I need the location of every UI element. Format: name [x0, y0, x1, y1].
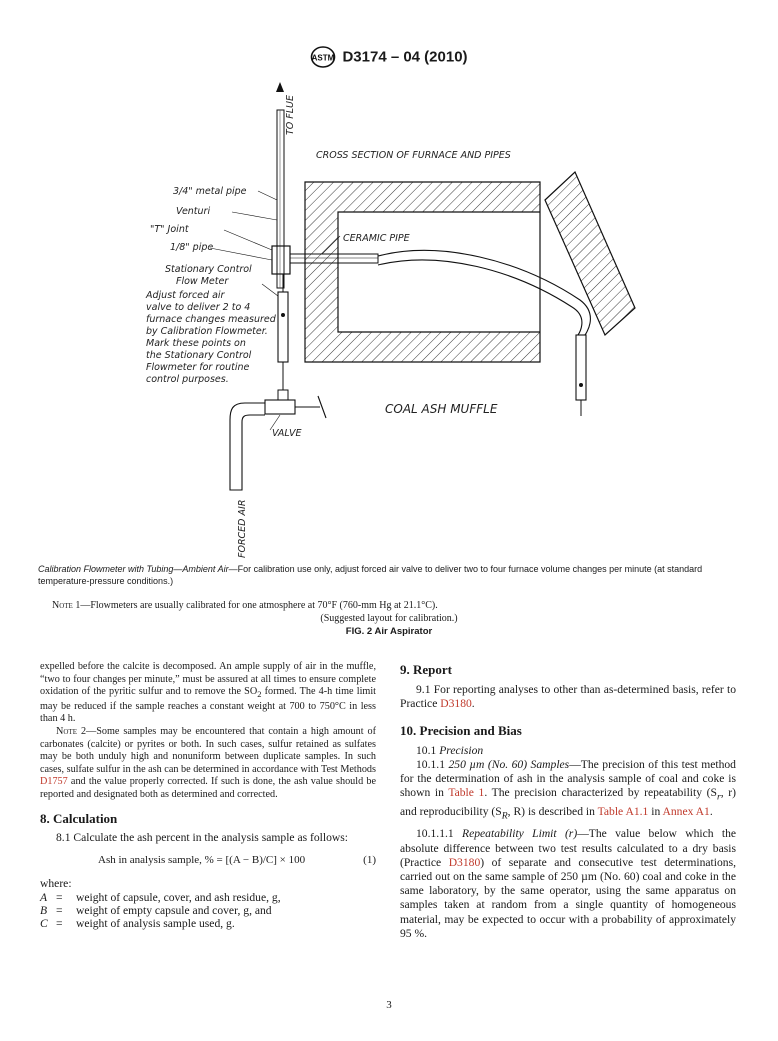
figure-note-1: [52, 600, 438, 611]
annex-a1-link[interactable]: Annex A1: [662, 804, 710, 818]
metal-pipe-label: 3/4" metal pipe: [173, 186, 247, 197]
eighth-pipe-label: 1/8" pipe: [170, 242, 214, 253]
adjust-note-line: the Stationary Control: [146, 350, 252, 361]
left-column: [40, 661, 376, 930]
suggested-layout: (Suggested layout for calibration.): [320, 613, 458, 624]
d1757-link[interactable]: D1757: [40, 776, 68, 788]
furnace-title-label: CROSS SECTION OF FURNACE AND PIPES: [316, 150, 511, 161]
equation-1: Ash in analysis sample, % = [(A − B)/C] × 100 (1): [98, 853, 376, 866]
adjust-note-line: Adjust forced air: [146, 290, 225, 301]
definition-row: B = weight of empty capsule and cover, g, and: [40, 904, 272, 918]
section-9-heading: 9. Report: [400, 662, 452, 677]
section-10-heading: 10. Precision and Bias: [400, 722, 522, 738]
valve-label: VALVE: [272, 428, 302, 439]
to-flue-label: TO FLUE: [285, 94, 296, 135]
forced-air-label: FORCED AIR: [237, 499, 248, 558]
furnace-wall: [305, 182, 540, 362]
right-column: [400, 663, 736, 941]
calibration-flowmeter: [576, 335, 586, 400]
adjust-note-line: valve to deliver 2 to 4: [146, 302, 251, 313]
figure-caption: [38, 563, 744, 587]
note-label: Note 1: [52, 600, 81, 611]
note-2: Note 2—Some samples may be encountered that contain a high amount of carbonates (calcite) or pyrites or both. In such cases, sulfur retained as sulfates may be both unduly high and nonuniform between duplicate samples. In such cases, sulfate sulfur in the ash can be determined in accordance with Test Methods D1757 and the value properly corrected. If such is done, the ash value should be reported and designated both as determined and corrected.: [40, 726, 376, 800]
definition-row: A = weight of capsule, cover, and ash residue, g,: [40, 891, 281, 905]
d3180-link[interactable]: D3180: [440, 697, 472, 711]
muffle-label: COAL ASH MUFFLE: [385, 402, 498, 416]
flue-pipe: [277, 110, 284, 288]
caption-italic: Calibration Flowmeter with Tubing—Ambient Air: [38, 564, 229, 574]
tubing: [378, 250, 590, 335]
table-1-link[interactable]: Table 1: [448, 786, 485, 800]
table-a1-1-link[interactable]: Table A1.1: [597, 804, 649, 818]
svg-text:ASTM: ASTM: [312, 53, 335, 63]
variable-definitions: [40, 891, 281, 930]
caption-text: —For calibration use only, adjust forced air valve to deliver two to four furnace volume changes per minute (at standard temperature-pressure conditions.): [38, 564, 703, 586]
paragraph-10-1-1: 10.1.1 250 µm (No. 60) Samples—The precision of this test method for the determination of ash in the analysis sample of coal and coke is shown in Table 1. The precision characterized by repeatability ($S_r$, r) and reproducibility ($S_R$, R) is described in Table A1.1 in Annex A1.: [400, 758, 736, 822]
valve: [265, 400, 295, 414]
adjust-note-line: Mark these points on: [146, 338, 246, 349]
adjust-note-line: by Calibration Flowmeter.: [146, 326, 268, 337]
paragraph-8-1: 8.1 Calculate the ash percent in the analysis sample as follows:: [56, 830, 349, 844]
venturi-label: Venturi: [176, 206, 211, 217]
paragraph: expelled before the calcite is decomposed. An ample supply of air in the muffle, “two to four changes per minute,” must be assured at all times to ensure complete oxidation of the pyritic sulfur and to remove the $SO_2$ formed. The 4-h time limit may be reduced if the sample reaches a constant weight at 700 to 750°C in less than 4 h.: [40, 661, 376, 725]
figure-title: FIG. 2 Air Aspirator: [345, 626, 433, 637]
t-joint: [272, 246, 290, 274]
stationary-flowmeter: [278, 292, 288, 362]
adjust-note-line: furnace changes measured: [146, 314, 276, 325]
paragraph-10-1-1-1: 10.1.1.1 Repeatability Limit (r)—The value below which the absolute difference between two test results calculated to a dry basis (Practice D3180) of separate and consecutive test determinations, carried out on the same sample of 250 µm (No. 60) coal and coke in the same laboratory, by the same operator, using the same apparatus on samples taken at random from a single quantity of homogeneous material, may be expected to occur with a probability of approximately 95 %.: [400, 827, 737, 940]
paragraph-10-1: 10.1 Precision: [416, 743, 484, 757]
paragraph-9-1: 9.1 For reporting analyses to other than as-determined basis, refer to Practice D3180.: [400, 683, 736, 711]
d3180-link[interactable]: D3180: [448, 855, 481, 869]
section-8-heading: 8. Calculation: [40, 810, 118, 826]
designation: D3174 – 04 (2010): [342, 48, 468, 66]
flow-meter-label: Flow Meter: [176, 276, 229, 287]
t-joint-label: "T" Joint: [150, 224, 189, 235]
note-text: —Flowmeters are usually calibrated for one atmosphere at 70°F (760-mm Hg at 21.1°C).: [80, 600, 438, 611]
stationary-control-label: Stationary Control: [165, 264, 252, 275]
furnace-door: [545, 172, 635, 335]
definition-row: C = weight of analysis sample used, g.: [40, 917, 235, 931]
ceramic-pipe-label: CERAMIC PIPE: [343, 233, 410, 244]
air-aspirator-figure: [0, 60, 778, 560]
where-label: where:: [40, 876, 72, 890]
adjust-note-line: Flowmeter for routine: [146, 362, 250, 373]
adjust-note-line: control purposes.: [146, 374, 229, 385]
page-number: 3: [386, 999, 392, 1011]
